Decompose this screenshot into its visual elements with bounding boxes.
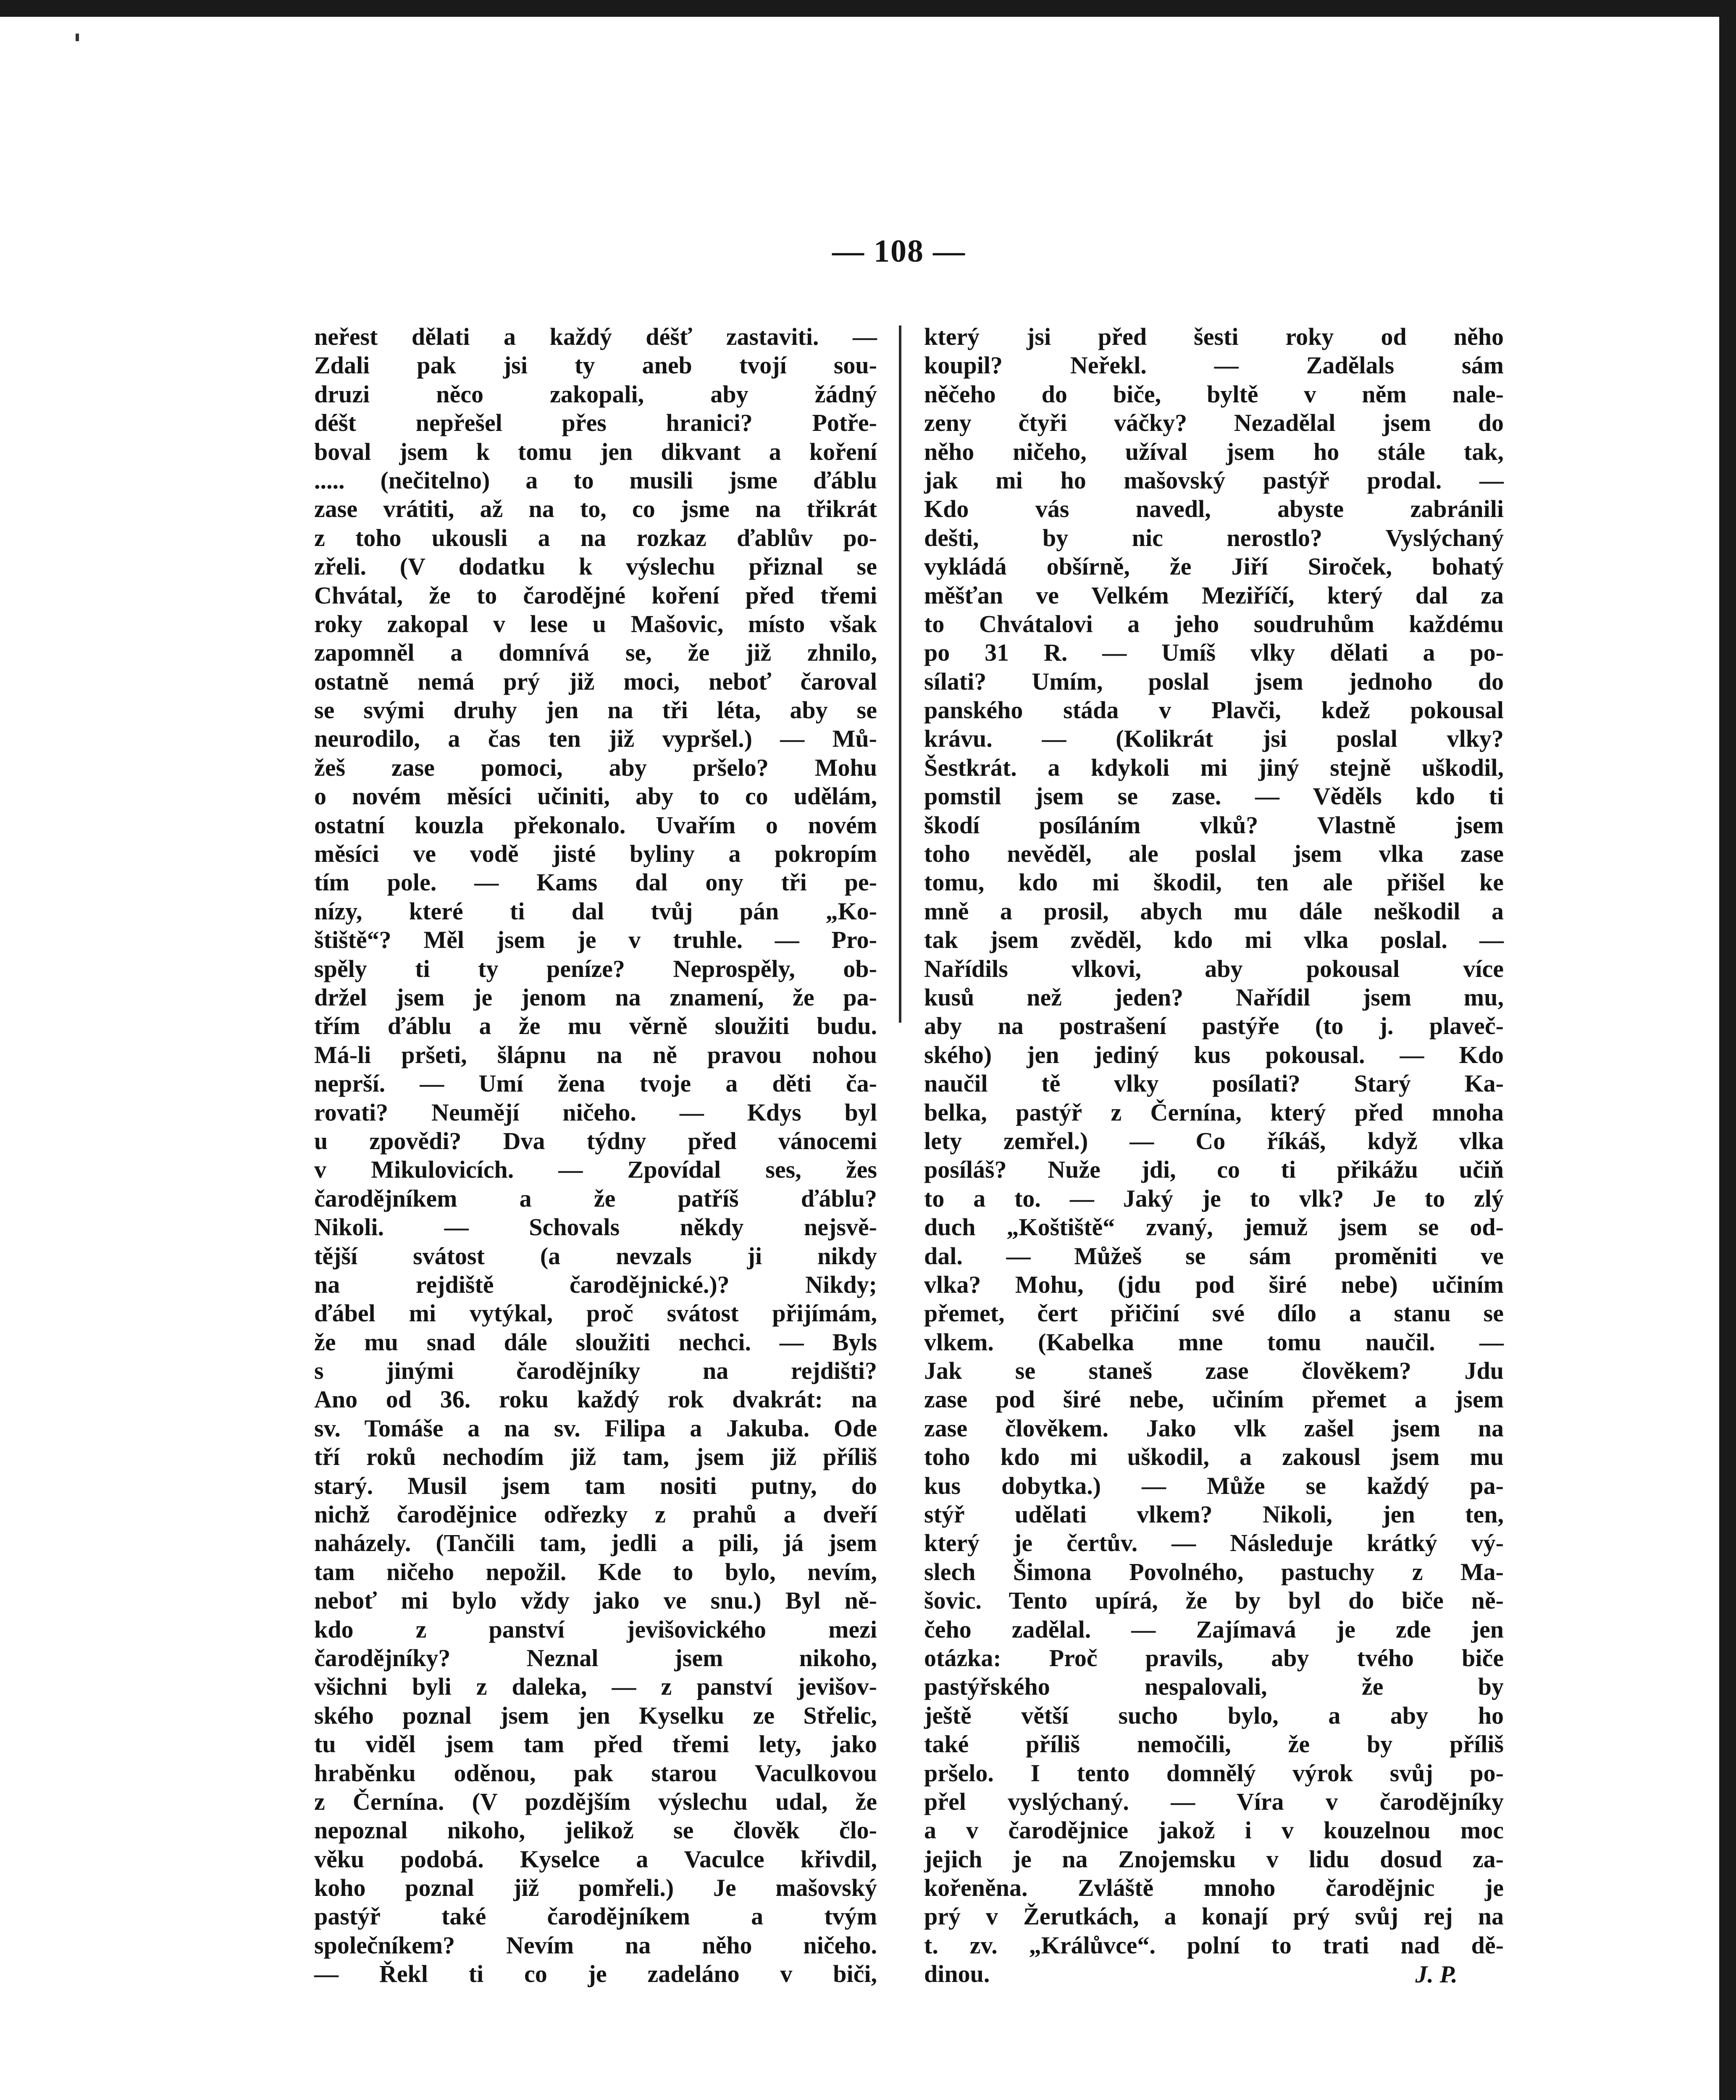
text-line: tomu, kdo mi škodil, ten ale přišel ke xyxy=(924,869,1504,896)
text-line: stýř udělati vlkem? Nikoli, jen ten, xyxy=(924,1501,1504,1528)
text-line: sílati? Umím, poslal jsem jednoho do xyxy=(924,667,1504,695)
text-line: naházely. (Tančili tam, jedli a pili, já jsem xyxy=(314,1529,877,1557)
text-line: — Řekl ti co je zadeláno v biči, xyxy=(314,1960,877,1988)
text-line: nízy, které ti dal tvůj pán „Ko- xyxy=(314,897,877,925)
text-line: něho ničeho, užíval jsem ho stále tak, xyxy=(924,438,1504,465)
text-line: po 31 R. — Umíš vlky dělati a po- xyxy=(924,639,1504,667)
text-line: ..... (nečitelno) a to musili jsme ďáblu xyxy=(314,466,877,494)
text-line: pršelo. I tento domnělý výrok svůj po- xyxy=(924,1759,1504,1787)
text-line: ďábel mi vytýkal, proč svátost přijímám, xyxy=(314,1299,877,1327)
text-line: neřest dělati a každý déšť zastaviti. — xyxy=(314,323,877,350)
text-line: dal. — Můžeš se sám proměniti ve xyxy=(924,1242,1504,1270)
text-line: měsíci ve vodě jisté byliny a pokropím xyxy=(314,840,877,868)
text-line: koho poznal již pomřeli.) Je mašovský xyxy=(314,1874,877,1902)
text-line: Nařídils vlkovi, aby pokousal více xyxy=(924,955,1504,982)
text-line: slech Šimona Povolného, pastuchy z Ma- xyxy=(924,1558,1504,1586)
text-line: ostatní kouzla překonalo. Uvařím o novém xyxy=(314,811,877,839)
text-line: Kdo vás navedl, abyste zabránili xyxy=(924,495,1504,523)
text-line: ského poznal jsem jen Kyselku ze Střelic, xyxy=(314,1701,877,1729)
text-line: starý. Musil jsem tam nositi putny, do xyxy=(314,1472,877,1499)
text-line: v Mikulovicích. — Zpovídal ses, žes xyxy=(314,1156,877,1184)
text-line: Šestkrát. a kdykoli mi jiný stejně uškodil, xyxy=(924,753,1504,781)
scan-border-right xyxy=(1719,0,1736,2100)
text-line: koupil? Neřekl. — Zadělals sám xyxy=(924,352,1504,379)
text-line: t. zv. „Králůvce“. polní to trati nad dě- xyxy=(924,1931,1504,1959)
text-line: Zdali pak jsi ty aneb tvojí sou- xyxy=(314,352,877,379)
text-line: sv. Tomáše a na sv. Filipa a Jakuba. Ode xyxy=(314,1414,877,1442)
text-line: vlka? Mohu, (jdu pod širé nebe) učiním xyxy=(924,1270,1504,1298)
text-line: neboť mi bylo vždy jako ve snu.) Byl ně- xyxy=(314,1587,877,1614)
text-line: neurodilo, a čas ten již vypršel.) — Mů- xyxy=(314,725,877,753)
text-line: aby na postrašení pastýře (to j. plaveč- xyxy=(924,1012,1504,1040)
text-line: čarodějníkem a že patříš ďáblu? xyxy=(314,1184,877,1212)
text-line: to Chvátalovi a jeho soudruhům každému xyxy=(924,610,1504,638)
text-line: déšt nepřešel přes hranici? Potře- xyxy=(314,409,877,437)
text-line: vlkem. (Kabelka mne tomu naučil. — xyxy=(924,1328,1504,1356)
text-line: duch „Koštiště“ zvaný, jemuž jsem se od- xyxy=(924,1213,1504,1241)
text-line: lety zemřel.) — Co říkáš, když vlka xyxy=(924,1127,1504,1155)
text-line: Nikoli. — Schovals někdy nejsvě- xyxy=(314,1213,877,1241)
text-line: posíláš? Nuže jdi, co ti přikážu učiň xyxy=(924,1156,1504,1184)
text-line: na rejdiště čarodějnické.)? Nikdy; xyxy=(314,1270,877,1298)
text-line: zapomněl a domnívá se, že již zhnilo, xyxy=(314,639,877,667)
text-line: zase pod širé nebe, učiním přemet a jsem xyxy=(924,1386,1504,1413)
scan-border-top xyxy=(0,0,1736,17)
text-line: kus dobytka.) — Může se každý pa- xyxy=(924,1472,1504,1499)
text-line: přel vyslýchaný. — Víra v čarodějníky xyxy=(924,1788,1504,1815)
text-line: nepoznal nikoho, jelikož se člověk člo- xyxy=(314,1816,877,1844)
text-line: ještě větší sucho bylo, a aby ho xyxy=(924,1701,1504,1729)
text-line: krávu. — (Kolikrát jsi poslal vlky? xyxy=(924,725,1504,753)
text-line: všichni byli z daleka, — z panství jevišov- xyxy=(314,1673,877,1701)
text-line: z toho ukousli a na rozkaz ďablův po- xyxy=(314,524,877,551)
text-line: pastýř také čarodějníkem a tvým xyxy=(314,1903,877,1930)
text-line: pomstil jsem se zase. — Věděls kdo ti xyxy=(924,782,1504,810)
left-column xyxy=(314,323,877,1989)
text-line: o novém měsíci učiniti, aby to co udělám, xyxy=(314,782,877,810)
text-line: nichž čarodějnice odřezky z prahů a dveří xyxy=(314,1501,877,1528)
text-line: držel jsem je jenom na znamení, že pa- xyxy=(314,983,877,1011)
text-line: pastýřského nespalovali, že by xyxy=(924,1673,1504,1701)
text-line: Má-li pršeti, šlápnu na ně pravou nohou xyxy=(314,1041,877,1068)
text-line: jak mi ho mašovský pastýř prodal. — xyxy=(924,466,1504,494)
text-line: z Černína. (V pozdějším výslechu udal, že xyxy=(314,1788,877,1815)
text-line: mně a prosil, abych mu dále neškodil a xyxy=(924,897,1504,925)
text-line: naučil tě vlky posílati? Starý Ka- xyxy=(924,1070,1504,1097)
text-line: zase vrátiti, až na to, co jsme na třikrát xyxy=(314,495,877,523)
text-line: také příliš nemočili, že by příliš xyxy=(924,1730,1504,1758)
text-line: Jak se staneš zase člověkem? Jdu xyxy=(924,1357,1504,1385)
text-line: škodí posíláním vlků? Vlastně jsem xyxy=(924,811,1504,839)
text-line: toho nevěděl, ale poslal jsem vlka zase xyxy=(924,840,1504,868)
text-line: čeho zadělal. — Zajímavá je zde jen xyxy=(924,1615,1504,1643)
column-divider xyxy=(899,326,901,1023)
text-line: panského stáda v Plavči, kdež pokousal xyxy=(924,696,1504,724)
text-line: který jsi před šesti roky od něho xyxy=(924,323,1504,350)
text-line: toho kdo mi uškodil, a zakousl jsem mu xyxy=(924,1443,1504,1471)
text-line: s jinými čarodějníky na rejdišti? xyxy=(314,1357,877,1385)
text-line: se svými druhy jen na tři léta, aby se xyxy=(314,696,877,724)
text-line: kusů než jeden? Nařídil jsem mu, xyxy=(924,983,1504,1011)
text-line: tější svátost (a nevzals ji nikdy xyxy=(314,1242,877,1270)
page-number: — 108 — xyxy=(832,234,966,269)
text-line: měšťan ve Velkém Meziříčí, který dal za xyxy=(924,581,1504,609)
text-line: kořeněna. Zvláště mnoho čarodějnic je xyxy=(924,1874,1504,1902)
text-line: který je čertův. — Následuje krátký vý- xyxy=(924,1529,1504,1557)
text-line: tím pole. — Kams dal ony tři pe- xyxy=(314,869,877,896)
text-line: tří roků nechodím již tam, jsem již příliš xyxy=(314,1443,877,1471)
text-line: dinou. xyxy=(924,1960,990,1988)
text-line: čarodějníky? Neznal jsem nikoho, xyxy=(314,1644,877,1672)
text-line: ostatně nemá prý již moci, neboť čaroval xyxy=(314,667,877,695)
text-line: u zpovědi? Dva týdny před vánocemi xyxy=(314,1127,877,1155)
text-line: zase člověkem. Jako vlk zašel jsem na xyxy=(924,1414,1504,1442)
text-line: tam ničeho nepožil. Kde to bylo, nevím, xyxy=(314,1558,877,1586)
text-line: že mu snad dále sloužiti nechci. — Byls xyxy=(314,1328,877,1356)
scan-speck xyxy=(76,34,79,41)
text-line: otázka: Proč pravils, aby tvého biče xyxy=(924,1644,1504,1672)
text-line: žeš zase pomoci, aby pršelo? Mohu xyxy=(314,753,877,781)
text-line: třím ďáblu a že mu věrně sloužiti budu. xyxy=(314,1012,877,1040)
text-line: zřeli. (V dodatku k výslechu přiznal se xyxy=(314,553,877,580)
text-line: dešti, by nic nerostlo? Vyslýchaný xyxy=(924,524,1504,551)
text-line: zeny čtyři váčky? Nezadělal jsem do xyxy=(924,409,1504,437)
text-line: něčeho do biče, byltě v něm nale- xyxy=(924,380,1504,408)
text-line: roky zakopal v lese u Mašovic, místo však xyxy=(314,610,877,638)
text-line: ského) jen jediný kus pokousal. — Kdo xyxy=(924,1041,1504,1068)
text-line: neprší. — Umí žena tvoje a děti ča- xyxy=(314,1070,877,1097)
text-line: věku podobá. Kyselce a Vaculce křivdil, xyxy=(314,1845,877,1873)
text-line: druzi něco zakopali, aby žádný xyxy=(314,380,877,408)
text-line: štiště“? Měl jsem je v truhle. — Pro- xyxy=(314,926,877,954)
text-line: společníkem? Nevím na něho ničeho. xyxy=(314,1931,877,1959)
text-line: hraběnku oděnou, pak starou Vaculkovou xyxy=(314,1759,877,1787)
text-line: vykládá obšírně, že Jiří Siroček, bohatý xyxy=(924,553,1504,580)
text-line: tu viděl jsem tam před třemi lety, jako xyxy=(314,1730,877,1758)
text-line: Ano od 36. roku každý rok dvakrát: na xyxy=(314,1386,877,1413)
text-line: prý v Žerutkách, a konají prý svůj rej na xyxy=(924,1903,1504,1930)
text-line: přemet, čert přičiní své dílo a stanu se xyxy=(924,1299,1504,1327)
text-line: a v čarodějnice jakož i v kouzelnou moc xyxy=(924,1816,1504,1844)
text-line: jejich je na Znojemsku v lidu dosud za- xyxy=(924,1845,1504,1873)
signature: J. P. xyxy=(1415,1960,1458,1988)
text-line: spěly ti ty peníze? Neprospěly, ob- xyxy=(314,955,877,982)
text-line: rovati? Neumějí ničeho. — Kdys byl xyxy=(314,1098,877,1126)
text-line: belka, pastýř z Černína, který před mnoha xyxy=(924,1098,1504,1126)
text-line: kdo z panství jevišovického mezi xyxy=(314,1615,877,1643)
text-line: boval jsem k tomu jen dikvant a koření xyxy=(314,438,877,465)
text-line: tak jsem zvěděl, kdo mi vlka poslal. — xyxy=(924,926,1504,954)
text-line: Chvátal, že to čarodějné koření před třemi xyxy=(314,581,877,609)
text-line: to a to. — Jaký je to vlk? Je to zlý xyxy=(924,1184,1504,1212)
right-column xyxy=(924,323,1504,1989)
text-line: šovic. Tento upírá, že by byl do biče ně- xyxy=(924,1587,1504,1614)
